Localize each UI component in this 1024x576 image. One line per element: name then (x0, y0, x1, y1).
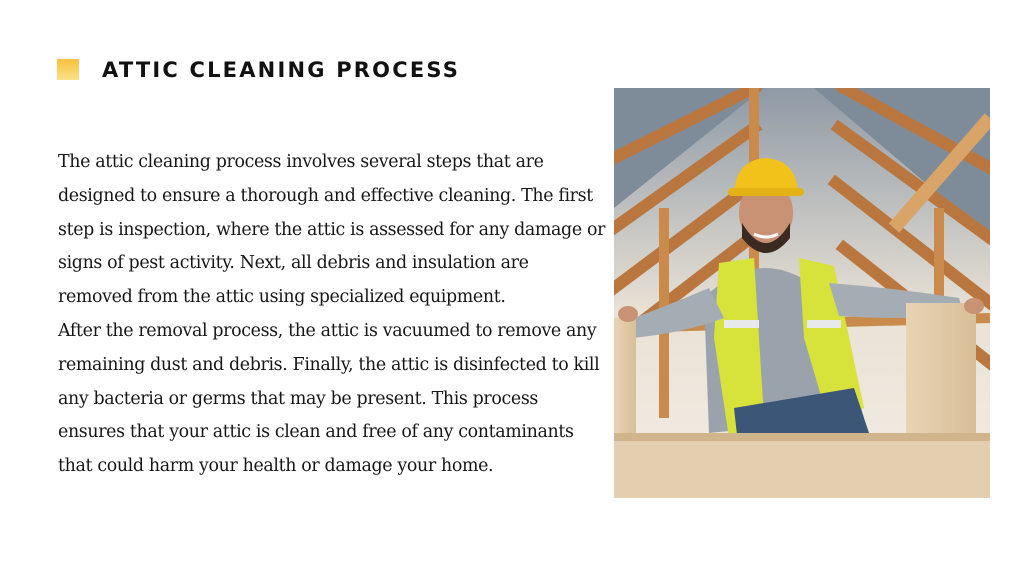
worker-in-attic-photo (614, 88, 990, 498)
title-accent-square (57, 59, 79, 80)
body-paragraph-2: After the removal process, the attic is vacuumed to remove any remaining dust and debris. Finally, the attic is disinfected to kill any bacteria or germs that may be present. This process ensures that your attic is clean and free of any contaminants that could harm your health or damage your home. (58, 320, 600, 477)
body-paragraph-1: The attic cleaning process involves several steps that are designed to ensure a thorough and effective cleaning. The first step is inspection, where the attic is assessed for any damage or signs of pest activity. Next, all debris and insulation are removed from the attic using specialized equipment. (58, 152, 606, 308)
body-text (58, 146, 608, 484)
slide-title: ATTIC CLEANING PROCESS (102, 58, 461, 82)
